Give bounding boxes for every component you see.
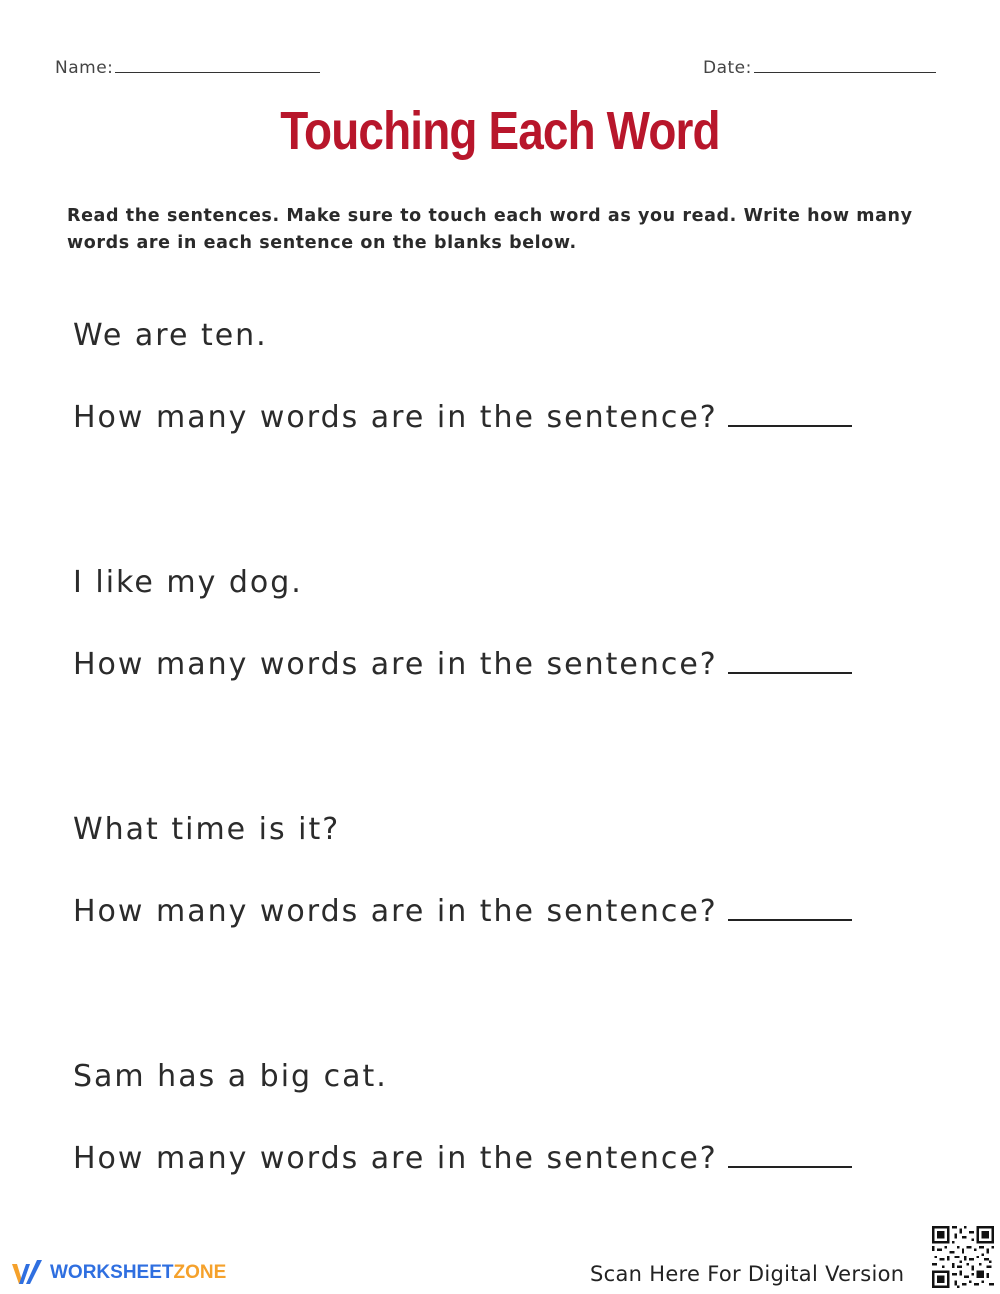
answer-blank-3[interactable] (728, 897, 852, 921)
prompt-text: How many words are in the sentence? (73, 1141, 718, 1176)
brand-logo[interactable] (10, 1258, 226, 1288)
question-prompt-1 (73, 400, 852, 435)
sentence-3: What time is it? (73, 812, 341, 847)
answer-blank-1[interactable] (728, 403, 852, 427)
name-field (55, 58, 320, 78)
prompt-text: How many words are in the sentence? (73, 894, 718, 929)
date-label: Date: (703, 58, 752, 78)
sentence-4: Sam has a big cat. (73, 1059, 388, 1094)
answer-blank-4[interactable] (728, 1144, 852, 1168)
name-label: Name: (55, 58, 114, 78)
worksheet-title: Touching Each Word (280, 101, 720, 161)
name-blank[interactable] (115, 58, 320, 73)
scan-caption: Scan Here For Digital Version (590, 1262, 905, 1286)
date-field (703, 58, 936, 78)
question-prompt-4 (73, 1141, 852, 1176)
date-blank[interactable] (754, 58, 936, 73)
answer-blank-2[interactable] (728, 650, 852, 674)
question-prompt-2 (73, 647, 852, 682)
worksheet-zone-logo-icon (10, 1258, 44, 1288)
prompt-text: How many words are in the sentence? (73, 647, 718, 682)
brand-name: WORKSHEETZONE (50, 1262, 227, 1283)
instructions: Read the sentences. Make sure to touch each word as you read. Write how many words are in each sentence on the blanks below. (67, 206, 913, 253)
sentence-1: We are ten. (73, 318, 268, 353)
prompt-text: How many words are in the sentence? (73, 400, 718, 435)
question-prompt-3 (73, 894, 852, 929)
qr-code-icon[interactable] (932, 1226, 994, 1288)
sentence-2: I like my dog. (73, 565, 303, 600)
